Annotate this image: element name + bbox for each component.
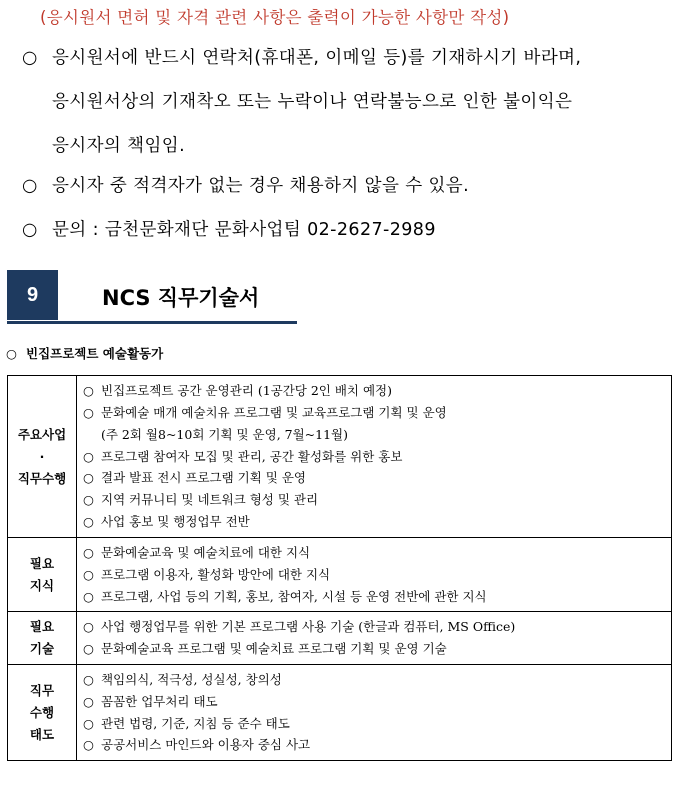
notice-text: 응시원서상의 기재착오 또는 누락이나 연락불능으로 인한 불이익은	[52, 92, 573, 112]
notice-item	[22, 172, 469, 197]
section-underline	[7, 321, 297, 324]
section-title: NCS 직무기술서	[102, 286, 260, 310]
row-content	[77, 376, 672, 538]
list-item-text: 문화예술 매개 예술치유 프로그램 및 교육프로그램 기획 및 운영	[101, 405, 447, 420]
circle-bullet-icon: ○	[83, 641, 94, 657]
contact-text: 문의 : 금천문화재단 문화사업팀 02-2627-2989	[52, 220, 436, 240]
list-item	[83, 616, 671, 638]
list-item-text: 프로그램 참여자 모집 및 관리, 공간 활성화를 위한 홍보	[101, 448, 403, 464]
notice-item	[22, 44, 581, 69]
row-header	[8, 664, 77, 760]
list-item-text: 책임의식, 적극성, 성실성, 창의성	[101, 671, 282, 687]
circle-bullet-icon: ○	[22, 176, 38, 196]
circle-bullet-icon: ○	[83, 405, 94, 420]
circle-bullet-icon: ○	[83, 492, 94, 508]
circle-bullet-icon: ○	[83, 715, 94, 731]
row-header	[8, 376, 77, 538]
top-note: (응시원서 면허 및 자격 관련 사항은 출력이 가능한 사항만 작성)	[40, 8, 510, 27]
list-item-text: 지역 커뮤니티 및 네트워크 형성 및 관리	[101, 492, 319, 508]
row-header-line: 필요	[29, 619, 55, 635]
circle-bullet-icon: ○	[83, 566, 94, 582]
list-item	[83, 586, 671, 608]
row-content	[77, 538, 672, 612]
list-item	[83, 511, 671, 533]
row-header	[8, 612, 77, 665]
circle-bullet-icon: ○	[83, 671, 94, 687]
row-content	[77, 664, 672, 760]
list-item	[83, 713, 671, 735]
list-item	[83, 691, 671, 713]
table-row	[8, 538, 672, 612]
list-item	[83, 669, 671, 691]
list-item-text: 문화예술교육 프로그램 및 예술치료 프로그램 기획 및 운영 기술	[101, 641, 447, 657]
list-item-text: 사업 홍보 및 행정업무 전반	[101, 513, 250, 529]
row-header	[8, 538, 77, 612]
circle-bullet-icon: ○	[83, 448, 94, 464]
notice-item	[22, 216, 436, 241]
list-item-text: 공공서비스 마인드와 이용자 중심 사고	[101, 737, 311, 753]
circle-bullet-icon: ○	[83, 513, 94, 529]
list-item	[83, 638, 671, 660]
circle-bullet-icon: ○	[83, 693, 94, 709]
row-header-line: 지식	[29, 577, 55, 593]
job-title-text: 빈집프로젝트 예술활동가	[26, 346, 164, 361]
list-item-text: 빈집프로젝트 공간 운영관리 (1공간당 2인 배치 예정)	[101, 383, 393, 399]
list-item-text: 결과 발표 전시 프로그램 기획 및 운영	[101, 470, 306, 486]
notice-text: 응시원서에 반드시 연락처(휴대폰, 이메일 등)를 기재하시기 바라며,	[52, 48, 582, 68]
list-item	[83, 380, 671, 402]
list-item-text: 사업 행정업무를 위한 기본 프로그램 사용 기술 (한글과 컴퓨터, MS Office)	[101, 619, 516, 635]
list-item-text: 프로그램, 사업 등의 기획, 홍보, 참여자, 시설 등 운영 전반에 관한 지식	[101, 588, 487, 604]
list-item	[83, 467, 671, 489]
table-row	[8, 612, 672, 665]
circle-bullet-icon: ○	[83, 470, 94, 486]
row-header-line: ·	[39, 448, 45, 464]
list-item	[83, 402, 671, 424]
list-item	[83, 734, 671, 756]
notice-text: 응시자 중 적격자가 없는 경우 채용하지 않을 수 있음.	[52, 176, 470, 196]
notice-text: 응시자의 책임임.	[52, 136, 186, 156]
row-header-line: 필요	[29, 555, 55, 571]
row-header-line: 주요사업	[17, 426, 67, 442]
circle-bullet-icon: ○	[83, 588, 94, 604]
circle-bullet-icon: ○	[83, 737, 94, 753]
circle-bullet-icon: ○	[83, 383, 94, 399]
list-item-text: 문화예술교육 및 예술치료에 대한 지식	[101, 545, 311, 560]
ncs-job-table	[7, 375, 672, 761]
circle-bullet-icon: ○	[22, 220, 38, 240]
list-item-text: (주 2회 월8~10회 기획 및 운영, 7월~11월)	[101, 426, 349, 442]
list-item	[83, 424, 671, 446]
row-header-line: 직무	[29, 682, 55, 698]
list-item	[83, 542, 671, 564]
list-item	[83, 446, 671, 468]
circle-bullet-icon: ○	[6, 346, 17, 361]
row-header-line: 태도	[29, 726, 55, 742]
row-header-line: 수행	[29, 704, 55, 720]
section-number: 9	[7, 270, 58, 320]
table-row	[8, 376, 672, 538]
list-item-text: 관련 법령, 기준, 지침 등 준수 태도	[101, 715, 290, 731]
list-item-text: 꼼꼼한 업무처리 태도	[101, 693, 218, 709]
row-header-line: 직무수행	[17, 470, 67, 486]
circle-bullet-icon: ○	[83, 545, 94, 560]
circle-bullet-icon: ○	[22, 48, 38, 68]
list-item	[83, 489, 671, 511]
row-content	[77, 612, 672, 665]
list-item	[83, 564, 671, 586]
circle-bullet-icon: ○	[83, 619, 94, 635]
job-title	[6, 344, 163, 362]
list-item-text: 프로그램 이용자, 활성화 방안에 대한 지식	[101, 566, 331, 582]
table-row	[8, 664, 672, 760]
row-header-line: 기술	[29, 641, 55, 657]
